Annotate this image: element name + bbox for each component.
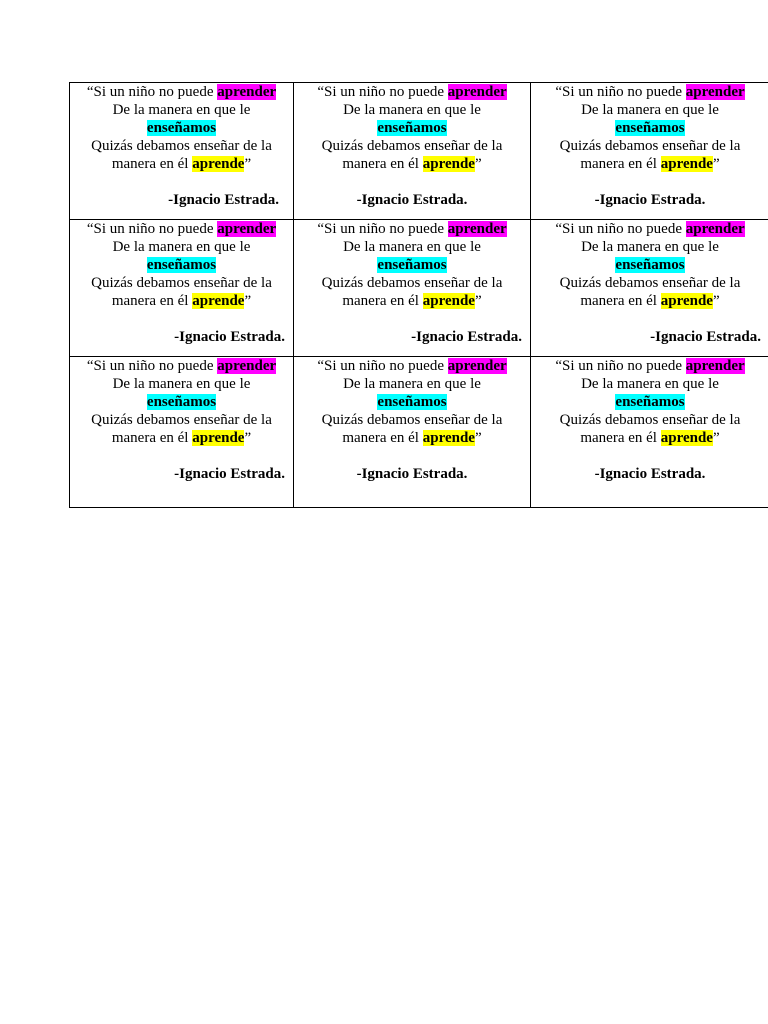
quote-line-4: Quizás debamos enseñar de la: [91, 138, 272, 154]
quote-author: -Ignacio Estrada.: [650, 329, 761, 345]
quote-line-1-text: “Si un niño no puede: [317, 84, 448, 100]
quote-line-5: [535, 292, 765, 310]
quote-line-3: [535, 256, 765, 274]
quote-line-1: [535, 220, 765, 238]
highlight-ensenamos: enseñamos: [377, 120, 447, 136]
quote-author: -Ignacio Estrada.: [174, 329, 285, 345]
quote-author: -Ignacio Estrada.: [356, 192, 468, 208]
highlight-aprender: aprender: [217, 84, 277, 100]
quote-card-body: [535, 357, 765, 483]
quote-line-2: De la manera en que le: [112, 102, 251, 118]
highlight-aprende: aprende: [660, 430, 713, 446]
highlight-aprende: aprende: [422, 156, 475, 172]
highlight-aprender: aprender: [447, 358, 507, 374]
quote-card-row: [70, 357, 768, 508]
quote-closing-mark: ”: [244, 156, 252, 172]
highlight-ensenamos: enseñamos: [146, 394, 217, 410]
quote-line-5: [298, 429, 526, 447]
quote-line-1-text: “Si un niño no puede: [86, 221, 218, 237]
quote-line-1: [298, 83, 526, 101]
quote-line-1-text: “Si un niño no puede: [555, 84, 686, 100]
quote-line-4: Quizás debamos enseñar de la: [91, 275, 272, 291]
quote-line-4: Quizás debamos enseñar de la: [321, 275, 503, 291]
quote-card: [70, 357, 294, 508]
highlight-aprender: aprender: [685, 358, 745, 374]
quote-card-body: [535, 83, 765, 209]
highlight-aprender: aprender: [217, 358, 277, 374]
highlight-aprende: aprende: [192, 156, 245, 172]
quote-line-2: De la manera en que le: [343, 102, 481, 118]
quote-closing-mark: ”: [712, 293, 720, 309]
quote-line-3: [74, 119, 289, 137]
quote-line-2: De la manera en que le: [581, 376, 719, 392]
highlight-ensenamos: enseñamos: [146, 120, 217, 136]
quote-author: -Ignacio Estrada.: [594, 192, 706, 208]
quote-line-3: [74, 393, 289, 411]
quote-closing-mark: ”: [474, 156, 482, 172]
quote-card-body: [74, 357, 289, 483]
quote-line-5: [298, 292, 526, 310]
quote-line-4: Quizás debamos enseñar de la: [559, 138, 741, 154]
quote-line-2: De la manera en que le: [112, 239, 251, 255]
quote-closing-mark: ”: [244, 430, 252, 446]
quote-line-1: [298, 357, 526, 375]
quote-line-4: Quizás debamos enseñar de la: [91, 412, 272, 428]
quote-card-row: [70, 220, 768, 357]
quote-line-4: Quizás debamos enseñar de la: [321, 138, 503, 154]
quote-line-3: [74, 256, 289, 274]
quote-card-grid: [69, 82, 768, 508]
quote-card: [70, 220, 294, 357]
highlight-aprende: aprende: [660, 156, 713, 172]
highlight-aprender: aprender: [447, 84, 507, 100]
quote-card: [294, 357, 531, 508]
quote-card-grid-body: [70, 83, 768, 508]
quote-card: [531, 357, 768, 508]
quote-card-body: [74, 220, 289, 346]
quote-line-5-text: manera en él: [111, 430, 193, 446]
highlight-ensenamos: enseñamos: [377, 257, 447, 273]
quote-line-5: [298, 155, 526, 173]
quote-closing-mark: ”: [474, 293, 482, 309]
highlight-ensenamos: enseñamos: [615, 120, 685, 136]
quote-author: -Ignacio Estrada.: [168, 192, 279, 208]
quote-line-2: De la manera en que le: [343, 376, 481, 392]
quote-line-1-text: “Si un niño no puede: [555, 358, 686, 374]
highlight-aprender: aprender: [447, 221, 507, 237]
quote-card: [531, 220, 768, 357]
quote-card: [531, 83, 768, 220]
quote-author: -Ignacio Estrada.: [356, 466, 468, 482]
quote-line-1-text: “Si un niño no puede: [86, 358, 218, 374]
quote-closing-mark: ”: [474, 430, 482, 446]
quote-closing-mark: ”: [712, 156, 720, 172]
quote-line-1-text: “Si un niño no puede: [317, 221, 448, 237]
quote-line-3: [298, 256, 526, 274]
quote-line-3: [535, 119, 765, 137]
quote-line-2: De la manera en que le: [112, 376, 251, 392]
highlight-aprende: aprende: [422, 293, 475, 309]
quote-line-3: [298, 119, 526, 137]
quote-line-5-text: manera en él: [342, 156, 423, 172]
quote-line-2: De la manera en que le: [343, 239, 481, 255]
quote-author: -Ignacio Estrada.: [594, 466, 706, 482]
quote-line-4: Quizás debamos enseñar de la: [321, 412, 503, 428]
quote-card: [294, 83, 531, 220]
quote-line-5-text: manera en él: [342, 430, 423, 446]
quote-line-5-text: manera en él: [111, 156, 193, 172]
quote-line-1-text: “Si un niño no puede: [317, 358, 448, 374]
highlight-ensenamos: enseñamos: [146, 257, 217, 273]
quote-line-1: [74, 83, 289, 101]
highlight-aprende: aprende: [660, 293, 713, 309]
quote-line-5: [74, 292, 289, 310]
quote-line-1: [535, 357, 765, 375]
quote-line-5-text: manera en él: [580, 156, 661, 172]
quote-line-5: [74, 429, 289, 447]
highlight-aprender: aprender: [217, 221, 277, 237]
quote-card-row: [70, 83, 768, 220]
quote-line-2: De la manera en que le: [581, 239, 719, 255]
quote-closing-mark: ”: [244, 293, 252, 309]
quote-line-5-text: manera en él: [342, 293, 423, 309]
highlight-aprender: aprender: [685, 84, 745, 100]
quote-card-body: [298, 357, 526, 483]
quote-line-5: [74, 155, 289, 173]
quote-line-1-text: “Si un niño no puede: [555, 221, 686, 237]
quote-line-4: Quizás debamos enseñar de la: [559, 275, 741, 291]
highlight-aprende: aprende: [422, 430, 475, 446]
quote-line-5: [535, 429, 765, 447]
quote-line-1: [74, 220, 289, 238]
highlight-ensenamos: enseñamos: [615, 257, 685, 273]
quote-card-body: [74, 83, 289, 209]
quote-line-3: [298, 393, 526, 411]
highlight-ensenamos: enseñamos: [377, 394, 447, 410]
quote-line-1: [74, 357, 289, 375]
quote-line-1-text: “Si un niño no puede: [86, 84, 218, 100]
quote-line-4: Quizás debamos enseñar de la: [559, 412, 741, 428]
quote-author: -Ignacio Estrada.: [174, 466, 285, 482]
quote-card-body: [535, 220, 765, 346]
quote-card-body: [298, 220, 526, 346]
quote-line-2: De la manera en que le: [581, 102, 719, 118]
quote-line-1: [535, 83, 765, 101]
quote-closing-mark: ”: [712, 430, 720, 446]
quote-line-5-text: manera en él: [111, 293, 193, 309]
quote-line-3: [535, 393, 765, 411]
quote-card: [70, 83, 294, 220]
quote-author: -Ignacio Estrada.: [411, 329, 522, 345]
highlight-aprender: aprender: [685, 221, 745, 237]
quote-line-1: [298, 220, 526, 238]
quote-line-5-text: manera en él: [580, 430, 661, 446]
quote-line-5: [535, 155, 765, 173]
quote-line-5-text: manera en él: [580, 293, 661, 309]
quote-card-body: [298, 83, 526, 209]
highlight-aprende: aprende: [192, 430, 245, 446]
highlight-aprende: aprende: [192, 293, 245, 309]
highlight-ensenamos: enseñamos: [615, 394, 685, 410]
quote-card: [294, 220, 531, 357]
